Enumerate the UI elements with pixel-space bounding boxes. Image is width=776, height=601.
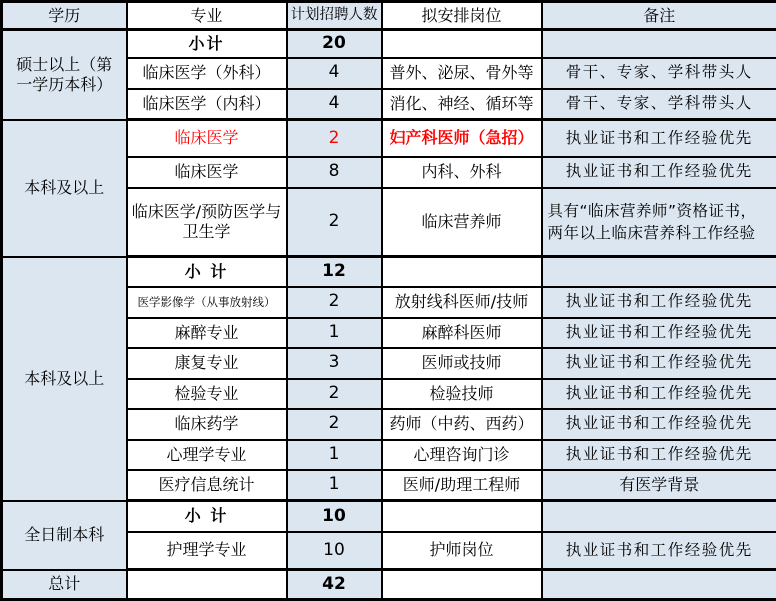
note-cell: 执业证书和工作经验优先 — [542, 409, 776, 440]
note-cell: 执业证书和工作经验优先 — [542, 287, 776, 318]
major-cell-urgent: 临床医学 — [127, 120, 287, 157]
post-cell: 医师/助理工程师 — [382, 470, 542, 501]
count-cell: 2 — [287, 188, 382, 257]
edu-group-masters: 硕士以上（第一学历本科） — [2, 30, 127, 120]
count-cell-urgent: 2 — [287, 120, 382, 157]
count-cell: 10 — [287, 501, 382, 532]
note-cell — [542, 501, 776, 532]
count-cell: 4 — [287, 58, 382, 89]
note-cell — [542, 30, 776, 58]
post-cell-urgent: 妇产科医师（急招） — [382, 120, 542, 157]
header-planned-count: 计划招聘人数 — [287, 2, 382, 30]
major-cell: 检验专业 — [127, 379, 287, 409]
major-cell: 临床医学（内科） — [127, 89, 287, 120]
note-cell: 具有“临床营养师”资格证书，两年以上临床营养科工作经验 — [542, 188, 776, 257]
note-cell: 执业证书和工作经验优先 — [542, 348, 776, 379]
note-cell: 执业证书和工作经验优先 — [542, 120, 776, 157]
count-cell: 8 — [287, 157, 382, 188]
major-cell: 护理学专业 — [127, 532, 287, 570]
note-cell: 执业证书和工作经验优先 — [542, 532, 776, 570]
post-cell — [382, 570, 542, 600]
post-cell: 消化、神经、循环等 — [382, 89, 542, 120]
total-count-cell: 42 — [287, 570, 382, 600]
count-cell: 20 — [287, 30, 382, 58]
major-cell: 临床医学 — [127, 157, 287, 188]
table-header-row — [2, 2, 776, 30]
note-cell: 执业证书和工作经验优先 — [542, 440, 776, 470]
count-cell: 3 — [287, 348, 382, 379]
table-total-row — [2, 570, 776, 600]
count-cell: 10 — [287, 532, 382, 570]
note-cell: 骨干、专家、学科带头人 — [542, 89, 776, 120]
note-cell — [542, 570, 776, 600]
post-cell: 护师岗位 — [382, 532, 542, 570]
major-cell — [127, 570, 287, 600]
major-cell: 心理学专业 — [127, 440, 287, 470]
edu-group-total: 总计 — [2, 570, 127, 600]
edu-group-fulltime: 全日制本科 — [2, 501, 127, 570]
major-cell: 小计 — [127, 30, 287, 58]
post-cell: 检验技师 — [382, 379, 542, 409]
post-cell — [382, 30, 542, 58]
post-cell: 心理咨询门诊 — [382, 440, 542, 470]
count-cell: 2 — [287, 379, 382, 409]
post-cell: 普外、泌尿、骨外等 — [382, 58, 542, 89]
header-major: 专业 — [127, 2, 287, 30]
header-position: 拟安排岗位 — [382, 2, 542, 30]
post-cell: 临床营养师 — [382, 188, 542, 257]
table-row — [2, 501, 776, 532]
major-cell: 临床医学（外科） — [127, 58, 287, 89]
major-cell: 小 计 — [127, 257, 287, 287]
table-row — [2, 30, 776, 58]
post-cell: 医师或技师 — [382, 348, 542, 379]
note-cell — [542, 257, 776, 287]
major-cell: 医学影像学（从事放射线） — [127, 287, 287, 318]
major-cell: 医疗信息统计 — [127, 470, 287, 501]
post-cell: 药师（中药、西药） — [382, 409, 542, 440]
count-cell: 2 — [287, 409, 382, 440]
note-cell: 有医学背景 — [542, 470, 776, 501]
post-cell: 内科、外科 — [382, 157, 542, 188]
header-remarks: 备注 — [542, 2, 776, 30]
count-cell: 1 — [287, 318, 382, 348]
post-cell: 麻醉科医师 — [382, 318, 542, 348]
major-cell: 麻醉专业 — [127, 318, 287, 348]
count-cell: 1 — [287, 440, 382, 470]
major-cell: 临床医学/预防医学与卫生学 — [127, 188, 287, 257]
post-cell — [382, 257, 542, 287]
table-row — [2, 120, 776, 157]
edu-group-bachelor-2: 本科及以上 — [2, 257, 127, 501]
post-cell: 放射线科医师/技师 — [382, 287, 542, 318]
count-cell: 2 — [287, 287, 382, 318]
major-cell: 临床药学 — [127, 409, 287, 440]
note-cell: 骨干、专家、学科带头人 — [542, 58, 776, 89]
note-cell: 执业证书和工作经验优先 — [542, 157, 776, 188]
post-cell — [382, 501, 542, 532]
note-cell: 执业证书和工作经验优先 — [542, 379, 776, 409]
major-cell: 小 计 — [127, 501, 287, 532]
count-cell: 4 — [287, 89, 382, 120]
major-cell: 康复专业 — [127, 348, 287, 379]
note-cell: 执业证书和工作经验优先 — [542, 318, 776, 348]
count-cell: 12 — [287, 257, 382, 287]
table-row — [2, 257, 776, 287]
header-education: 学历 — [2, 2, 127, 30]
edu-group-bachelor-1: 本科及以上 — [2, 120, 127, 257]
count-cell: 1 — [287, 470, 382, 501]
